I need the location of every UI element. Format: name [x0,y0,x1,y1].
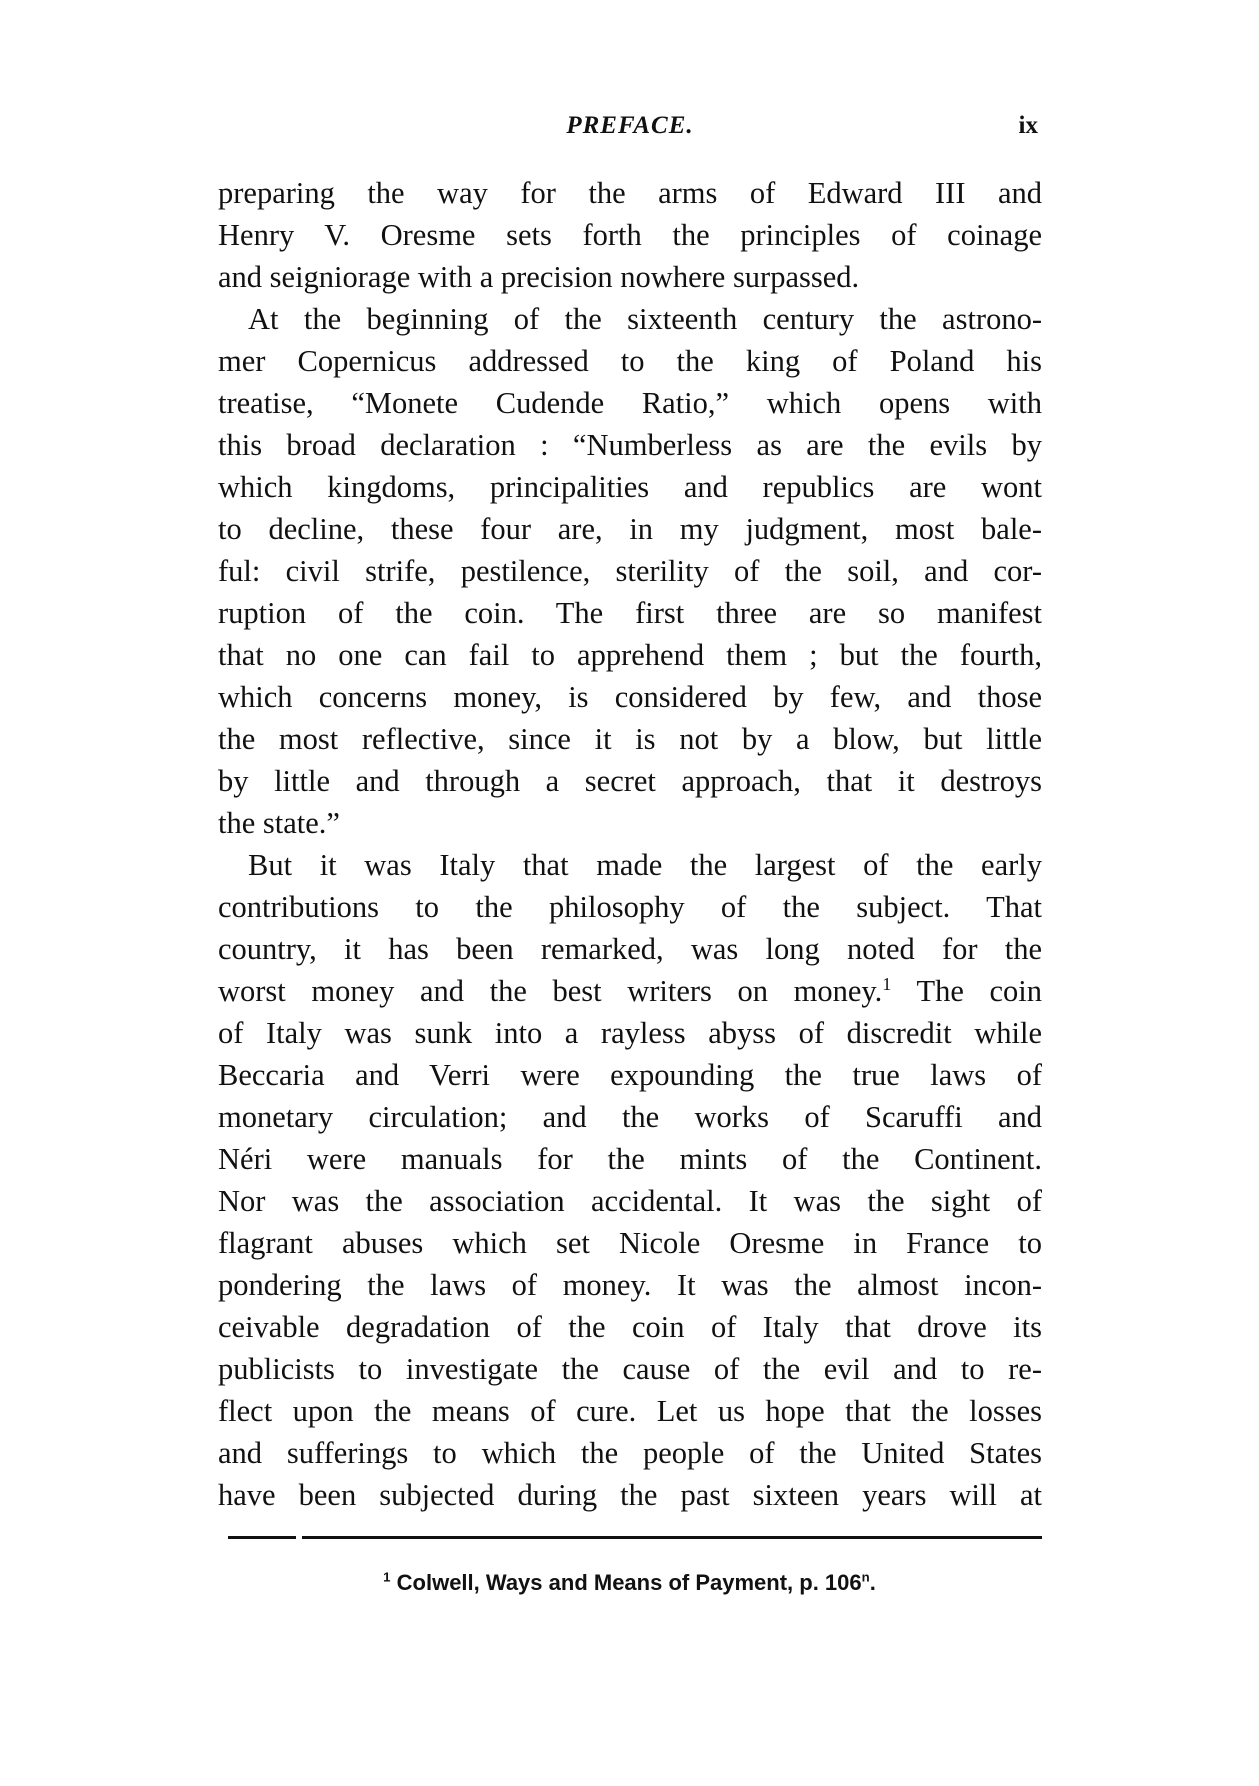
text-line: treatise, “Monete Cudende Ratio,” which opens with [218,386,1042,420]
text-line: ruption of the coin. The first three are so manifest [218,596,1042,630]
footnote-page-mark: n [861,1569,870,1585]
text-line: ful: civil strife, pestilence, sterility of the soil, and cor- [218,554,1042,588]
page-number: ix [1018,112,1038,139]
text-line: ceivable degradation of the coin of Italy that drove its [218,1310,1042,1344]
text-segment: worst money and the best writers on money. [218,974,883,1008]
text-line: the most reflective, since it is not by a blow, but little [218,722,1042,756]
text-line: which concerns money, is considered by few, and those [218,680,1042,714]
footnote [0,1570,1259,1596]
text-line: preparing the way for the arms of Edward III and [218,176,1042,210]
text-line: mer Copernicus addressed to the king of Poland his [218,344,1042,378]
text-line: At the beginning of the sixteenth century the astrono- [248,302,1042,336]
running-title: PREFACE. [566,112,694,139]
text-line: of Italy was sunk into a rayless abyss of discredit while [218,1016,1042,1050]
text-line: flect upon the means of cure. Let us hope that the losses [218,1394,1042,1428]
footnote-text: Colwell, Ways and Means of Payment, p. 106 [396,1570,862,1595]
body-text [218,172,1042,1516]
text-line: and sufferings to which the people of the United States [218,1436,1042,1470]
text-line: flagrant abuses which set Nicole Oresme in France to [218,1226,1042,1260]
text-line: But it was Italy that made the largest of the early [248,848,1042,882]
text-line: Néri were manuals for the mints of the Continent. [218,1142,1042,1176]
footnote-ref[interactable]: 1 [882,973,892,994]
rule-gap [296,1536,302,1539]
footnote-end: . [869,1570,876,1595]
text-line: monetary circulation; and the works of Scaruffi and [218,1100,1042,1134]
text-line: by little and through a secret approach, that it destroys [218,764,1042,798]
footnote-rule [228,1536,1042,1539]
text-line: have been subjected during the past sixteen years will at [218,1478,1042,1512]
text-line: to decline, these four are, in my judgment, most bale- [218,512,1042,546]
text-line: this broad declaration : “Numberless as are the evils by [218,428,1042,462]
text-line: Nor was the association accidental. It was the sight of [218,1184,1042,1218]
text-line: the state.” [218,806,340,840]
text-line: that no one can fail to apprehend them ; but the fourth, [218,638,1042,672]
footnote-marker: 1 [383,1569,391,1585]
text-segment: The coin [916,974,1042,1008]
text-line: pondering the laws of money. It was the almost incon- [218,1268,1042,1302]
text-line-with-note [218,970,1042,1012]
text-line: Henry V. Oresme sets forth the principles of coinage [218,218,1042,252]
text-line: publicists to investigate the cause of the evil and to re- [218,1352,1042,1386]
text-line: country, it has been remarked, was long noted for the [218,932,1042,966]
text-line: which kingdoms, principalities and republics are wont [218,470,1042,504]
text-line: contributions to the philosophy of the subject. That [218,890,1042,924]
text-line: Beccaria and Verri were expounding the true laws of [218,1058,1042,1092]
running-head [218,112,1042,152]
text-line: and seigniorage with a precision nowhere surpassed. [218,260,860,294]
